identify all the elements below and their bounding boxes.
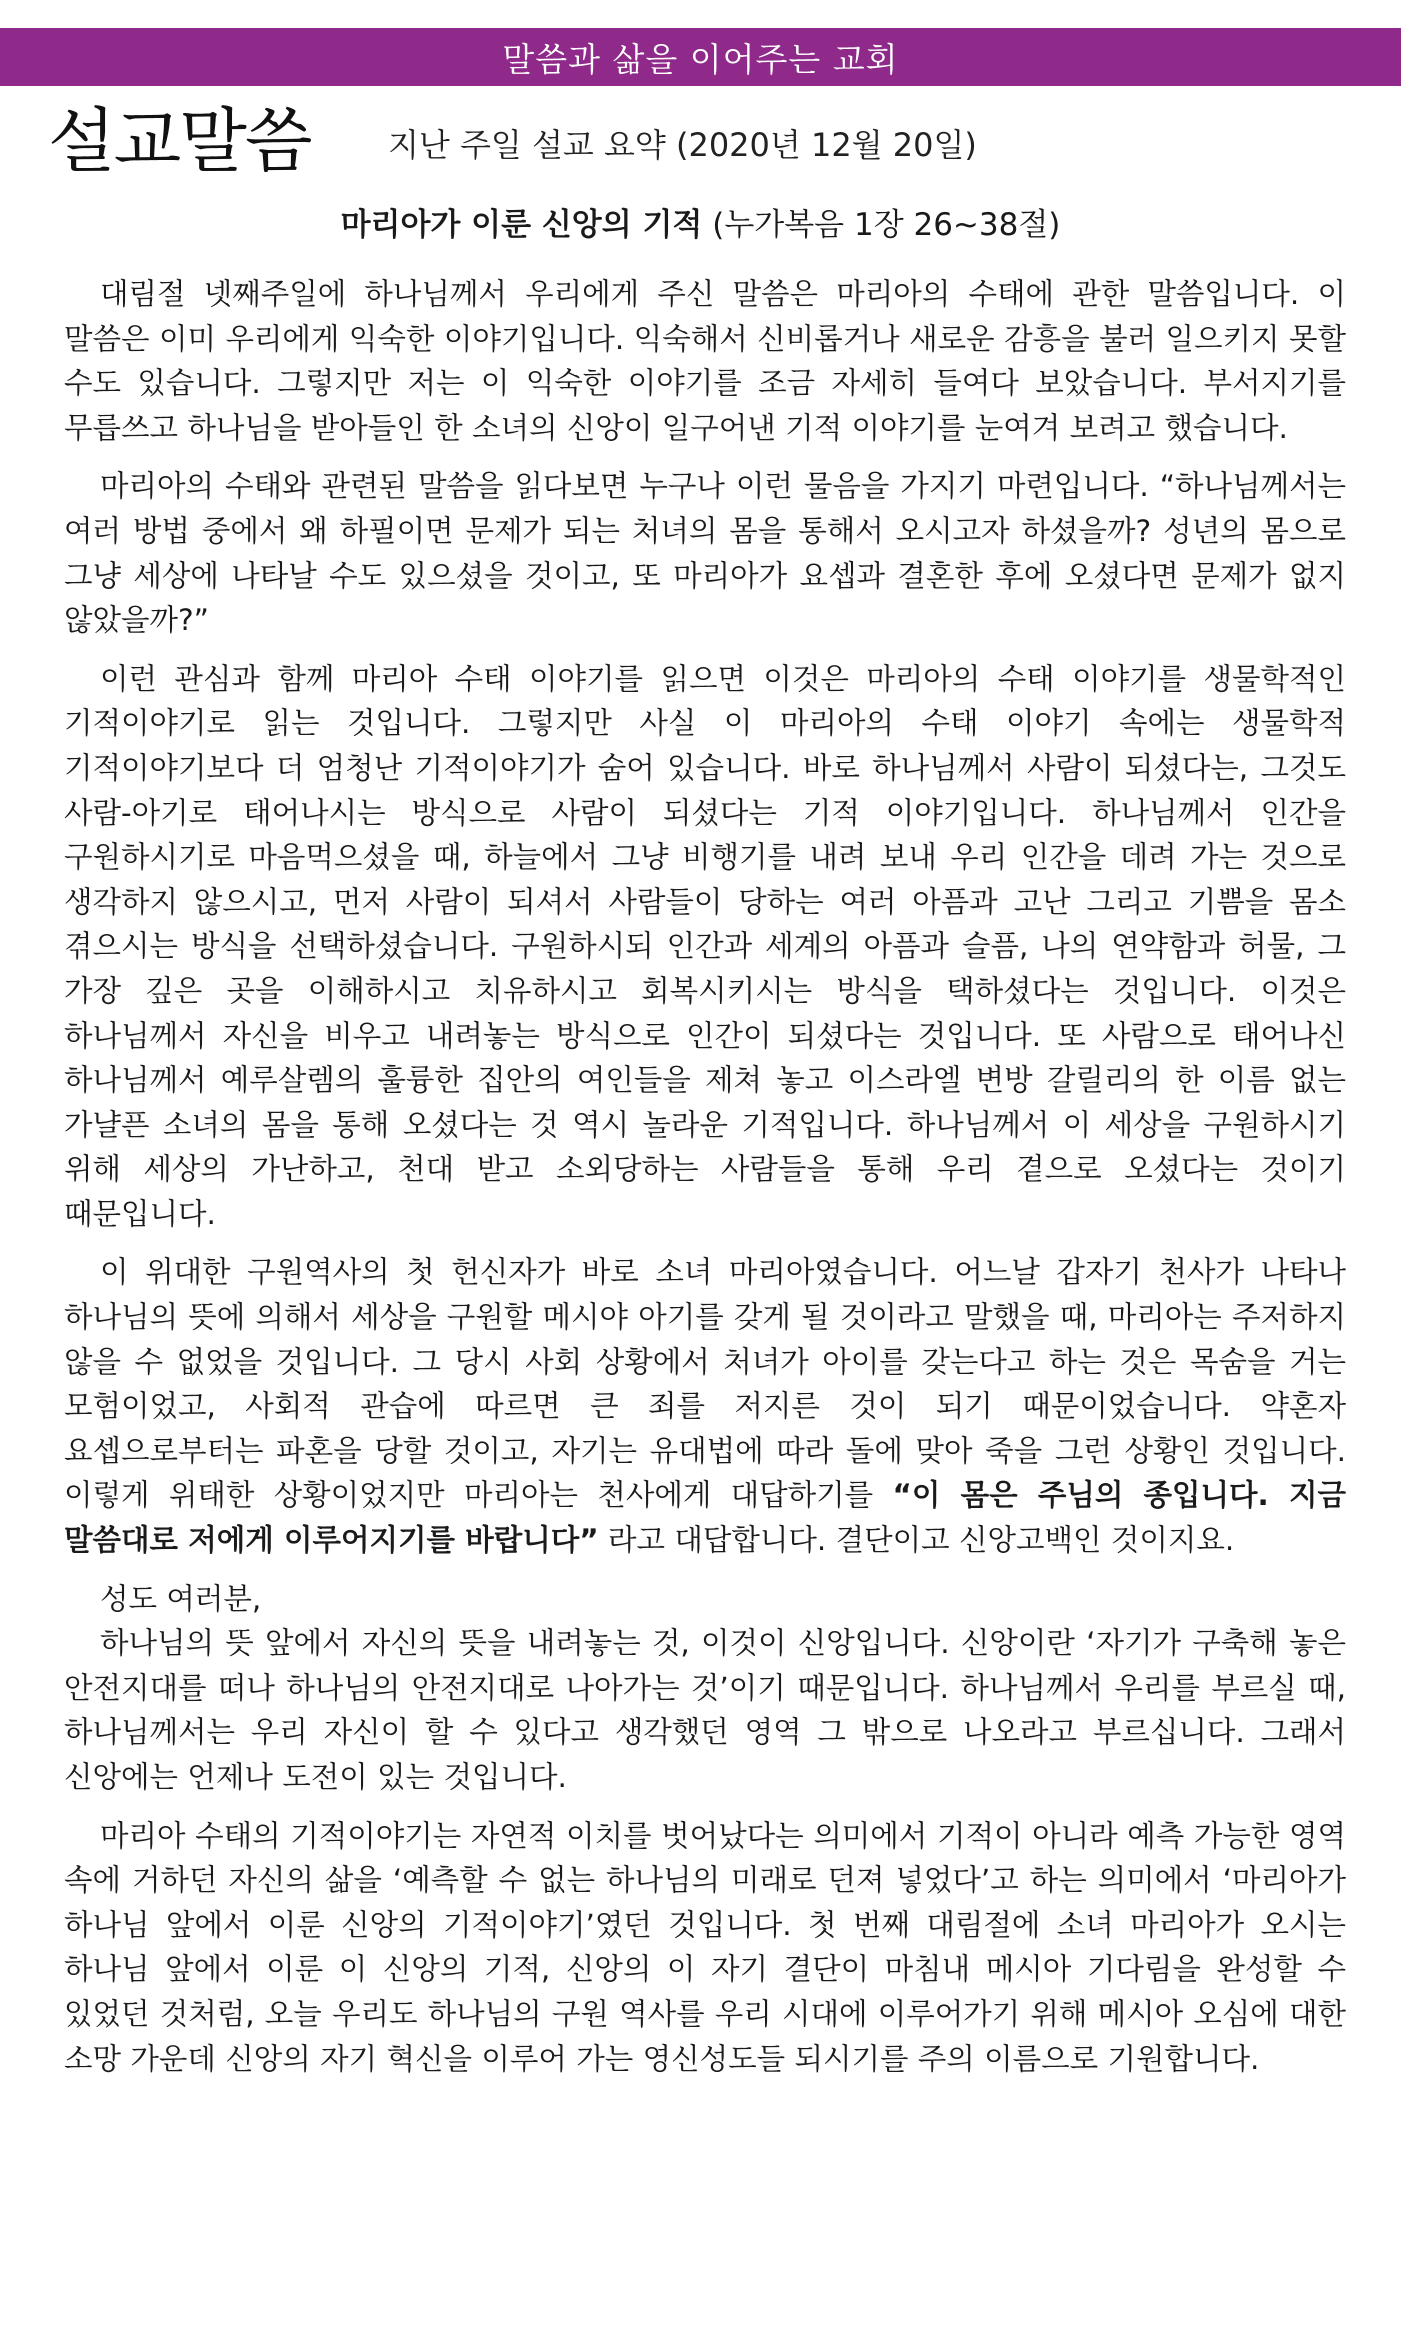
scripture-reference: (누가복음 1장 26~38절) <box>712 207 1061 243</box>
congregation-greeting: 성도 여러분, <box>100 1581 262 1616</box>
paragraph-4 <box>64 1250 1346 1562</box>
paragraph-3: 이런 관심과 함께 마리아 수태 이야기를 읽으면 이것은 마리아의 수태 이야기를 생물학적인 기적이야기로 읽는 것입니다. 그렇지만 사실 이 마리아의 수태 이야기 속에는 생물학적 기적이야기보다 더 엄청난 기적이야기가 숨어 있습니다. 바로 하나님께서 사람이 되셨다는, 그것도 사람-아기로 태어나시는 방식으로 사람이 되셨다는 기적 이야기입니다. 하나님께서 인간을 구원하시기로 마음먹으셨을 때, 하늘에서 그냥 비행기를 내려 보내 우리 인간을 데려 가는 것으로 생각하지 않으시고, 먼저 사람이 되셔서 사람들이 당하는 여러 아픔과 고난 그리고 기쁨을 몸소 겪으시는 방식을 선택하셨습니다. 구원하시되 인간과 세계의 아픔과 슬픔, 나의 연약함과 허물, 그 가장 깊은 곳을 이해하시고 치유하시고 회복시키시는 방식을 택하셨다는 것입니다. 이것은 하나님께서 자신을 비우고 내려놓는 방식으로 인간이 되셨다는 것입니다. 또 사람으로 태어나신 하나님께서 예루살렘의 훌륭한 집안의 여인들을 제쳐 놓고 이스라엘 변방 갈릴리의 한 이름 없는 가냘픈 소녀의 몸을 통해 오셨다는 것 역시 놀라운 기적입니다. 하나님께서 이 세상을 구원하시기 위해 세상의 가난하고, 천대 받고 소외당하는 사람들을 통해 우리 곁으로 오셨다는 것이기 때문입니다. <box>64 661 1346 1231</box>
paragraph-4-ending: 라고 대답합니다. 결단이고 신앙고백인 것이지요. <box>598 1523 1235 1558</box>
mary-response-quote: “이 몸은 주님의 종입니다. 지금 말씀대로 저에게 이루어지기를 바랍니다” <box>64 1478 1346 1558</box>
paragraph-5: 하나님의 뜻 앞에서 자신의 뜻을 내려놓는 것, 이것이 신앙입니다. 신앙이란 ‘자기가 구축해 놓은 안전지대를 떠나 하나님의 안전지대로 나아가는 것’이기 때문입니다. 하나님께서 우리를 부르실 때, 하나님께서는 우리 자신이 할 수 있다고 생각했던 영역 그 밖으로 나오라고 부르십니다. 그래서 신앙에는 언제나 도전이 있는 것입니다. <box>64 1626 1346 1794</box>
paragraph-6: 마리아 수태의 기적이야기는 자연적 이치를 벗어났다는 의미에서 기적이 아니라 예측 가능한 영역 속에 거하던 자신의 삶을 ‘예측할 수 없는 하나님의 미래로 던져 넣었다’고 하는 의미에서 ‘마리아가 하나님 앞에서 이룬 신앙의 기적이야기’였던 것입니다. 첫 번째 대림절에 소녀 마리아가 오시는 하나님 앞에서 이룬 이 신앙의 기적, 신앙의 이 자기 결단이 마침내 메시아 기다림을 완성할 수 있었던 것처럼, 오늘 우리도 하나님의 구원 역사를 우리 시대에 이루어가기 위해 메시아 오심에 대한 소망 가운데 신앙의 자기 혁신을 이루어 가는 영신성도들 되시기를 주의 이름으로 기원합니다. <box>64 1818 1346 2076</box>
sermon-title-main: 마리아가 이룬 신앙의 기적 <box>340 207 703 243</box>
church-slogan: 말씀과 삶을 이어주는 교회 <box>502 39 899 79</box>
section-title: 설교말씀 <box>48 100 311 182</box>
sermon-title <box>0 200 1401 250</box>
paragraph-2: 마리아의 수태와 관련된 말씀을 읽다보면 누구나 이런 물음을 가지기 마련입니다. “하나님께서는 여러 방법 중에서 왜 하필이면 문제가 되는 처녀의 몸을 통해서 오시고자 하셨을까? 성년의 몸으로 그냥 세상에 나타날 수도 있으셨을 것이고, 또 마리아가 요셉과 결혼한 후에 오셨다면 문제가 없지 않았을까?” <box>64 469 1346 638</box>
sermon-body <box>64 272 1346 2095</box>
page-header <box>48 96 1348 186</box>
church-banner <box>0 28 1401 86</box>
sermon-date-label: 지난 주일 설교 요약 (2020년 12월 20일) <box>388 126 977 164</box>
paragraph-4-text: 이 위대한 구원역사의 첫 헌신자가 바로 소녀 마리아였습니다. 어느날 갑자기 천사가 나타나 하나님의 뜻에 의해서 세상을 구원할 메시야 아기를 갖게 될 것이라고 말했을 때, 마리아는 주저하지 않을 수 없었을 것입니다. 그 당시 사회 상황에서 처녀가 아이를 갖는다고 하는 것은 목숨을 거는 모험이었고, 사회적 관습에 따르면 큰 죄를 저지른 것이 되기 때문이었습니다. 약혼자 요셉으로부터는 파혼을 당할 것이고, 자기는 유대법에 따라 돌에 맞아 죽을 그런 상황인 것입니다. 이렇게 위태한 상황이었지만 마리아는 천사에게 대답하기를 <box>64 1255 1346 1513</box>
paragraph-1: 대림절 넷째주일에 하나님께서 우리에게 주신 말씀은 마리아의 수태에 관한 말씀입니다. 이 말씀은 이미 우리에게 익숙한 이야기입니다. 익숙해서 신비롭거나 새로운 감흥을 불러 일으키지 못할 수도 있습니다. 그렇지만 저는 이 익숙한 이야기를 조금 자세히 들여다 보았습니다. 부서지기를 무릅쓰고 하나님을 받아들인 한 소녀의 신앙이 일구어낸 기적 이야기를 눈여겨 보려고 했습니다. <box>64 277 1346 445</box>
